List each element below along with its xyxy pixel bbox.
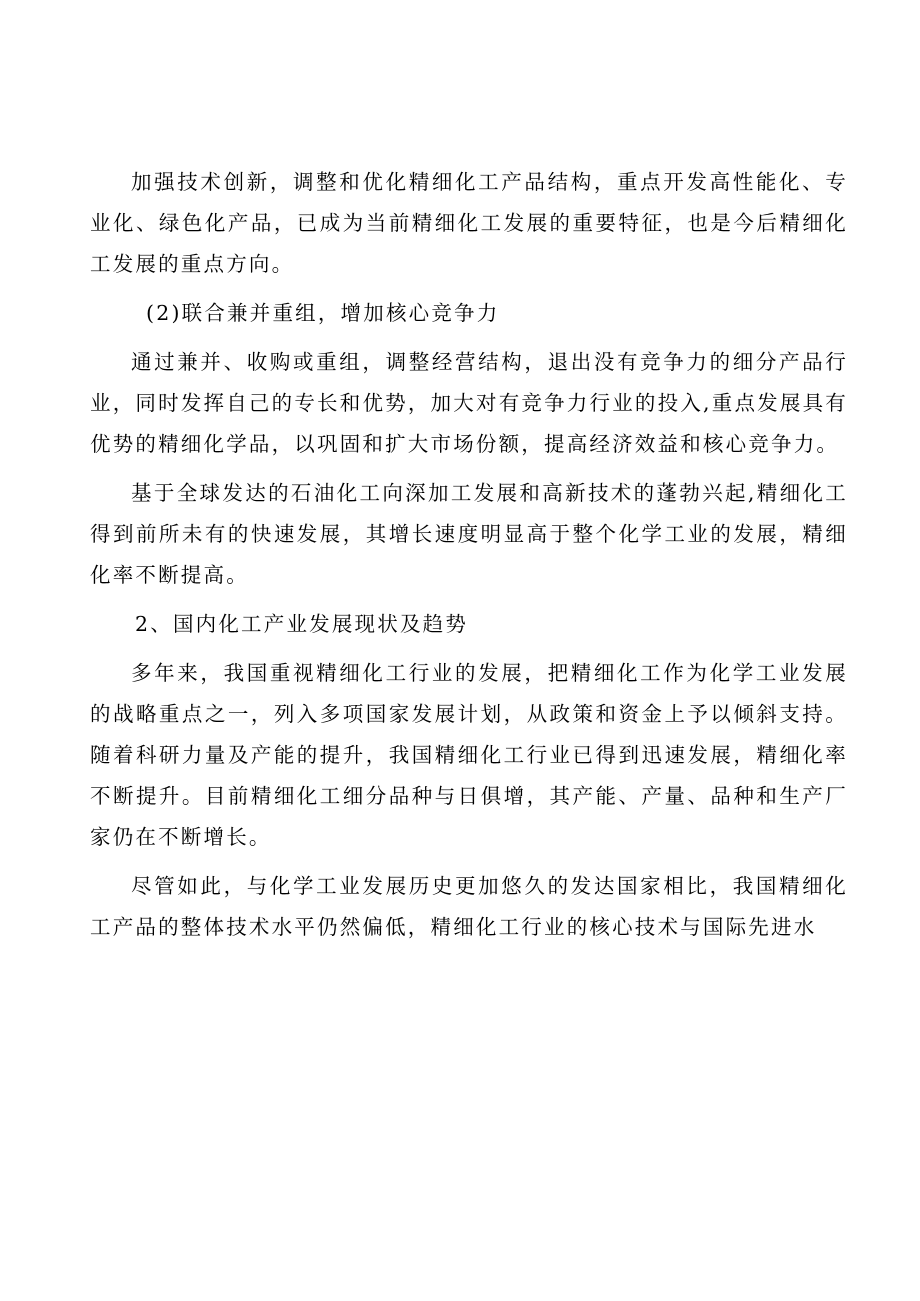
paragraph-technology-gap: 尽管如此，与化学工业发展历史更加悠久的发达国家相比，我国精细化工产品的整体技术水平仍然偏低，精细化工行业的核心技术与国际先进水 [90, 874, 848, 939]
paragraph-domestic-development: 多年来，我国重视精细化工行业的发展，把精细化工作为化学工业发展的战略重点之一，列入多项国家发展计划，从政策和资金上予以倾斜支持。随着科研力量及产能的提升，我国精细化工行业已得到迅速发展，精细化率不断提升。目前精细化工细分品种与日俱增，其产能、产量、品种和生产厂家仍在不断增长。 [90, 661, 848, 849]
paragraph-product-structure: 加强技术创新，调整和优化精细化工产品结构，重点开发高性能化、专业化、绿色化产品，已成为当前精细化工发展的重要特征，也是今后精细化工发展的重点方向。 [90, 170, 848, 276]
section-heading-merger: (2)联合兼并重组，增加核心竞争力 [146, 301, 500, 325]
document-body [90, 162, 848, 948]
section-heading-domestic: 2、国内化工产业发展现状及趋势 [135, 612, 469, 636]
paragraph-global-development: 基于全球发达的石油化工向深加工发展和高新技术的蓬勃兴起,精细化工得到前所未有的快速发展，其增长速度明显高于整个化学工业的发展，精细化率不断提高。 [90, 481, 848, 587]
paragraph-merger: 通过兼并、收购或重组，调整经营结构，退出没有竞争力的细分产品行业，同时发挥自己的专长和优势，加大对有竞争力行业的投入,重点发展具有优势的精细化学品，以巩固和扩大市场份额，提高经济效益和核心竞争力。 [90, 350, 848, 456]
